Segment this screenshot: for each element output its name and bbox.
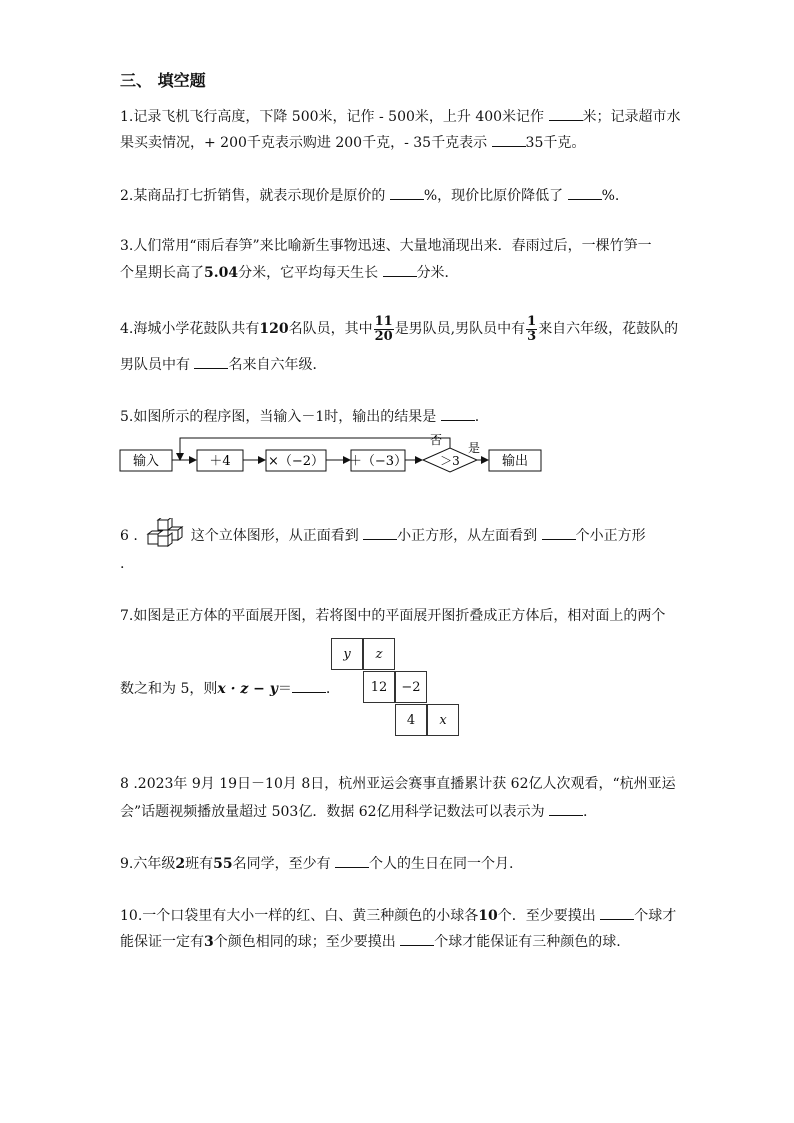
answer-blank-q6-b[interactable] <box>542 525 576 540</box>
answer-blank-q9[interactable] <box>335 853 369 868</box>
question-3-line-1: 3.人们常用“雨后春笋”来比喻新生事物迅速、大量地涌现出来．春雨过后，一棵竹笋一 <box>120 238 652 254</box>
section-title: 三、 填空题 <box>120 71 206 90</box>
question-10-line-2: 能保证一定有3个颜色相同的球；至少要摸出 个球才能保证有三种颜色的球. <box>120 931 621 952</box>
flow-step-add-neg3-label: ＋（−3） <box>348 454 408 469</box>
answer-blank-q1-b[interactable] <box>492 132 526 147</box>
question-3-line-2: 个星期长高了5.04分米，它平均每天生长 分米． <box>120 262 459 283</box>
net-cell-z: z <box>363 638 395 670</box>
flow-no-label: 否 <box>429 433 443 447</box>
answer-blank-q8[interactable] <box>549 801 583 816</box>
cube-stack-figure <box>144 518 184 548</box>
question-4-line-1: 4.海城小学花鼓队共有120名队员，其中 $\frac{11}{20}$ 是男队员,男队员中有 $\frac{1}{3}$ 来自六年级，花鼓队的 <box>120 313 679 344</box>
net-cell-12: 12 <box>363 671 395 703</box>
flow-step-times-neg2-label: ×（−2） <box>267 454 325 469</box>
cube-net-figure <box>331 638 463 738</box>
answer-blank-q3[interactable] <box>383 262 417 277</box>
flow-yes-label: 是 <box>467 441 481 455</box>
flow-output-label: 输出 <box>501 454 529 469</box>
question-1-line-1: 1.记录飞机飞行高度，下降 500米，记作 - 500米，上升 400米记作 米；记录超市水 <box>120 106 681 127</box>
net-cell-4: 4 <box>395 704 427 736</box>
flow-step-add-4-label: ＋4 <box>209 454 231 469</box>
answer-blank-q2-a[interactable] <box>390 185 424 200</box>
answer-blank-q2-b[interactable] <box>568 185 602 200</box>
question-7-line-1: 7.如图是正方体的平面展开图，若将图中的平面展开图折叠成正方体后，相对面上的两个 <box>120 608 666 624</box>
answer-blank-q7[interactable] <box>292 678 326 693</box>
answer-blank-q10-b[interactable] <box>400 931 434 946</box>
question-6-period: . <box>120 556 125 572</box>
fraction-eleven-twentieths: $\frac{11}{20}$ <box>374 313 393 344</box>
question-7-line-2: 数之和为 5，则x · z − y＝ . <box>120 678 330 699</box>
question-10-line-1: 10.一个口袋里有大小一样的红、白、黄三种颜色的小球各10个．至少要摸出 个球才 <box>120 905 676 926</box>
question-9: 9.六年级2班有55名同学，至少有 个人的生日在同一个月. <box>120 853 514 874</box>
question-8-line-2: 会”话题视频播放量超过 503亿．数据 62亿用科学记数法可以表示为 . <box>120 801 588 822</box>
fraction-one-third: $\frac{1}{3}$ <box>527 313 537 344</box>
net-cell-y: y <box>331 638 363 670</box>
answer-blank-q4[interactable] <box>194 354 228 369</box>
flow-input-label: 输入 <box>132 454 160 469</box>
question-6: 6 . 这个立体图形，从正面看到 小正方形，从左面看到 个小正方形 <box>120 518 646 554</box>
net-cell-x: x <box>427 704 459 736</box>
answer-blank-q1-a[interactable] <box>549 106 583 121</box>
answer-blank-q10-a[interactable] <box>600 905 634 920</box>
answer-blank-q6-a[interactable] <box>363 525 397 540</box>
question-5: 5.如图所示的程序图，当输入－1时，输出的结果是 . <box>120 406 479 427</box>
flow-decision-label: ＞3 <box>440 454 460 468</box>
question-1-line-2: 果买卖情况，+ 200千克表示购进 200千克，- 35千克表示 35千克。 <box>120 132 585 153</box>
program-flowchart <box>110 430 550 478</box>
question-8-line-1: 8 .2023年 9月 19日－10月 8日，杭州亚运会赛事直播累计获 62亿人次观看，“杭州亚运 <box>120 776 676 792</box>
question-2: 2.某商品打七折销售，就表示现价是原价的 %，现价比原价降低了 %. <box>120 185 619 206</box>
net-cell-neg2: −2 <box>395 671 427 703</box>
question-4-line-2: 男队员中有 名来自六年级． <box>120 354 326 375</box>
answer-blank-q5[interactable] <box>441 406 475 421</box>
